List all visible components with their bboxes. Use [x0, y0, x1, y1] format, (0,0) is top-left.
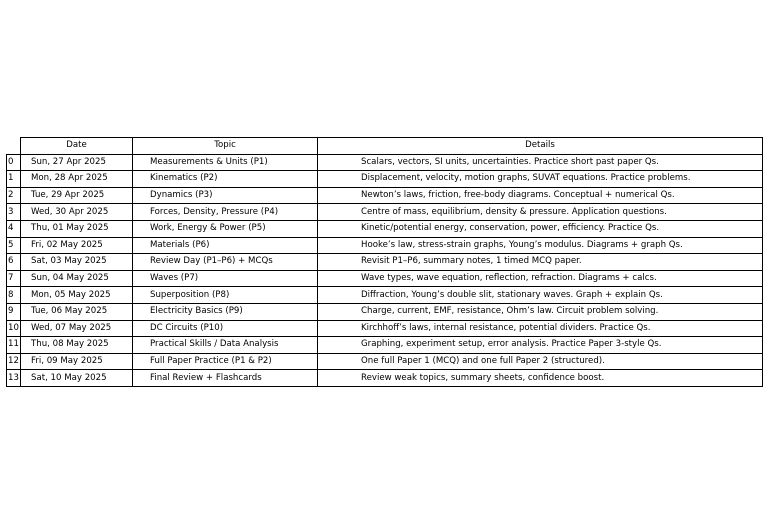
row-details: Centre of mass, equilibrium, density & pressure. Application questions.: [318, 204, 763, 221]
table-header-row: [7, 138, 763, 155]
row-index: 1: [7, 171, 21, 188]
row-details: Newton’s laws, friction, free-body diagrams. Conceptual + numerical Qs.: [318, 187, 763, 204]
table-row: [7, 237, 763, 254]
row-index: 6: [7, 254, 21, 271]
table-row: [7, 220, 763, 237]
row-topic: Waves (P7): [133, 270, 318, 287]
row-topic: Dynamics (P3): [133, 187, 318, 204]
row-topic: Measurements & Units (P1): [133, 154, 318, 171]
row-date: Thu, 08 May 2025: [21, 337, 133, 354]
row-topic: Superposition (P8): [133, 287, 318, 304]
table-row: [7, 320, 763, 337]
row-index: 2: [7, 187, 21, 204]
row-topic: Kinematics (P2): [133, 171, 318, 188]
table-row: [7, 337, 763, 354]
row-index: 3: [7, 204, 21, 221]
header-topic: Topic: [133, 138, 318, 155]
row-date: Sat, 10 May 2025: [21, 370, 133, 387]
table-row: [7, 287, 763, 304]
row-index: 7: [7, 270, 21, 287]
row-date: Sat, 03 May 2025: [21, 254, 133, 271]
row-details: Graphing, experiment setup, error analysis. Practice Paper 3-style Qs.: [318, 337, 763, 354]
row-date: Fri, 09 May 2025: [21, 353, 133, 370]
row-index: 8: [7, 287, 21, 304]
row-details: Review weak topics, summary sheets, confidence boost.: [318, 370, 763, 387]
row-index: 4: [7, 220, 21, 237]
row-details: Displacement, velocity, motion graphs, SUVAT equations. Practice problems.: [318, 171, 763, 188]
row-date: Mon, 28 Apr 2025: [21, 171, 133, 188]
row-details: Scalars, vectors, SI units, uncertainties. Practice short past paper Qs.: [318, 154, 763, 171]
row-details: Kirchhoff’s laws, internal resistance, potential dividers. Practice Qs.: [318, 320, 763, 337]
row-index: 13: [7, 370, 21, 387]
revision-schedule-table: [6, 137, 763, 387]
row-index: 10: [7, 320, 21, 337]
row-topic: Forces, Density, Pressure (P4): [133, 204, 318, 221]
table-row: [7, 187, 763, 204]
table-row: [7, 353, 763, 370]
header-index: [7, 138, 21, 155]
row-date: Sun, 04 May 2025: [21, 270, 133, 287]
header-date: Date: [21, 138, 133, 155]
row-topic: Work, Energy & Power (P5): [133, 220, 318, 237]
row-details: Charge, current, EMF, resistance, Ohm’s law. Circuit problem solving.: [318, 303, 763, 320]
row-details: Revisit P1–P6, summary notes, 1 timed MCQ paper.: [318, 254, 763, 271]
row-topic: Practical Skills / Data Analysis: [133, 337, 318, 354]
table-row: [7, 154, 763, 171]
row-index: 9: [7, 303, 21, 320]
row-index: 12: [7, 353, 21, 370]
row-date: Tue, 06 May 2025: [21, 303, 133, 320]
row-date: Sun, 27 Apr 2025: [21, 154, 133, 171]
row-details: Hooke’s law, stress-strain graphs, Young’s modulus. Diagrams + graph Qs.: [318, 237, 763, 254]
row-index: 0: [7, 154, 21, 171]
row-date: Fri, 02 May 2025: [21, 237, 133, 254]
row-topic: Review Day (P1–P6) + MCQs: [133, 254, 318, 271]
row-details: Wave types, wave equation, reflection, refraction. Diagrams + calcs.: [318, 270, 763, 287]
row-details: Kinetic/potential energy, conservation, power, efficiency. Practice Qs.: [318, 220, 763, 237]
row-date: Thu, 01 May 2025: [21, 220, 133, 237]
header-details: Details: [318, 138, 763, 155]
table-row: [7, 204, 763, 221]
row-index: 5: [7, 237, 21, 254]
row-date: Wed, 30 Apr 2025: [21, 204, 133, 221]
row-date: Mon, 05 May 2025: [21, 287, 133, 304]
row-index: 11: [7, 337, 21, 354]
table-row: [7, 270, 763, 287]
row-topic: Final Review + Flashcards: [133, 370, 318, 387]
row-topic: Materials (P6): [133, 237, 318, 254]
table-row: [7, 303, 763, 320]
table-row: [7, 254, 763, 271]
row-date: Tue, 29 Apr 2025: [21, 187, 133, 204]
row-date: Wed, 07 May 2025: [21, 320, 133, 337]
row-topic: Full Paper Practice (P1 & P2): [133, 353, 318, 370]
row-details: Diffraction, Young’s double slit, stationary waves. Graph + explain Qs.: [318, 287, 763, 304]
row-details: One full Paper 1 (MCQ) and one full Paper 2 (structured).: [318, 353, 763, 370]
row-topic: DC Circuits (P10): [133, 320, 318, 337]
row-topic: Electricity Basics (P9): [133, 303, 318, 320]
table-row: [7, 171, 763, 188]
table-row: [7, 370, 763, 387]
